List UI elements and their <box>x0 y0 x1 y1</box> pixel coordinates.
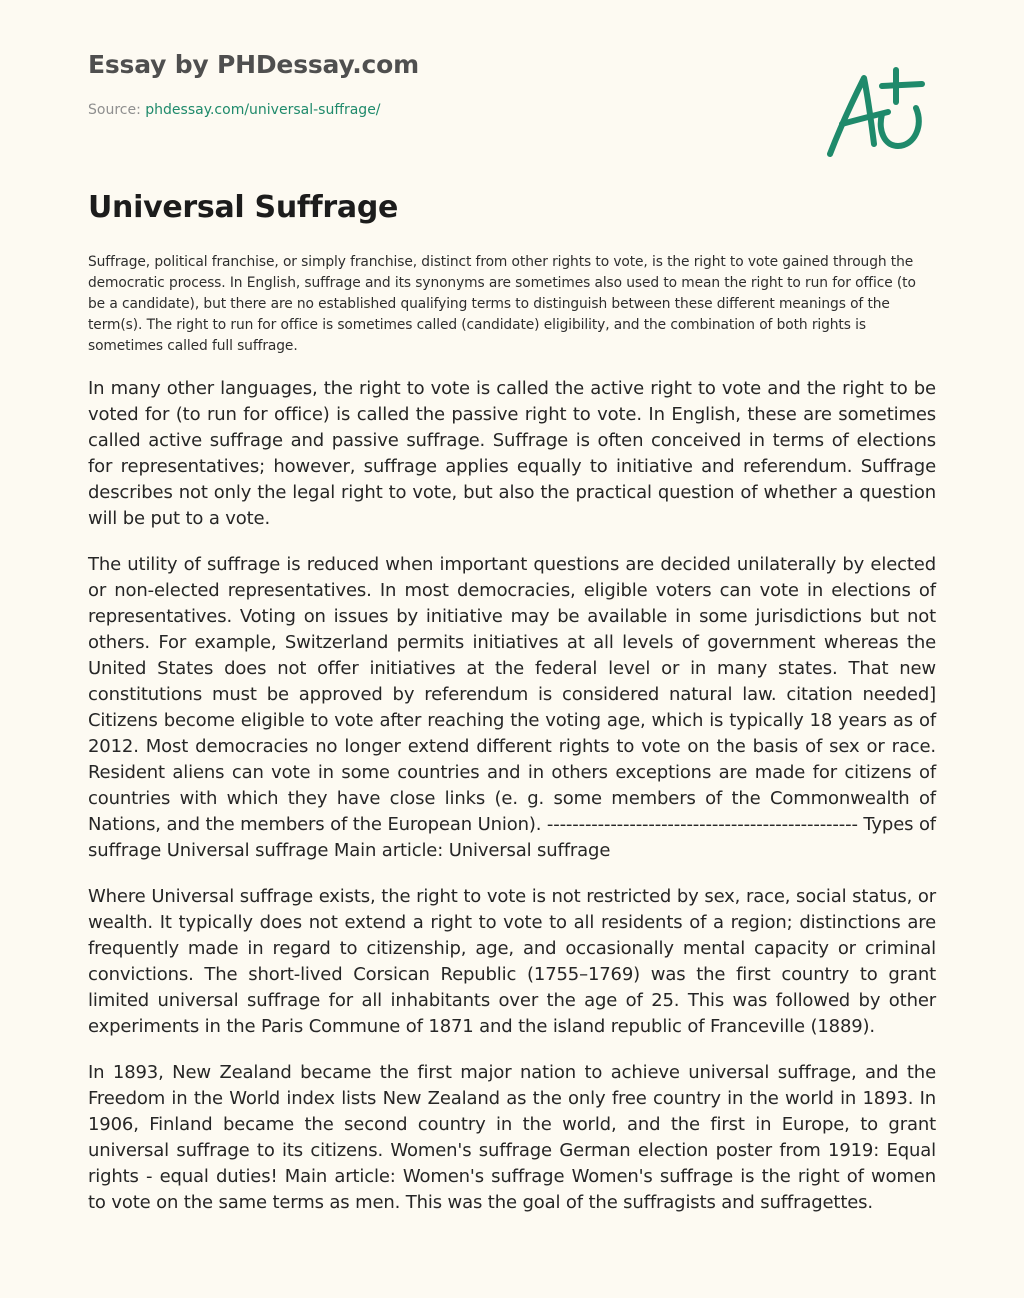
essay-paragraph: The utility of suffrage is reduced when important questions are decided unilaterally by elected or non-elected representatives. In most democracies, eligible voters can vote in elections of representatives. Voting on issues by initiative may be available in some jurisdictions but not others. For example, Switzerland permits initiatives at all levels of government whereas the United States does not offer initiatives at the federal level or in many states. That new constitutions must be approved by referendum is considered natural law. citation needed] Citizens become eligible to vote after reaching the voting age, which is typically 18 years as of 2012. Most democracies no longer extend different rights to vote on the basis of sex or race. Resident aliens can vote in some countries and in others exceptions are made for citizens of countries with which they have close links (e. g. some members of the Commonwealth of Nations, and the members of the European Union). ------------------------------------------------- Types of suffrage Universal suffrage Main article: Universal suffrage <box>88 554 936 861</box>
essay-title: Universal Suffrage <box>88 190 399 225</box>
source-line <box>88 102 381 118</box>
source-label: Source: <box>88 102 141 118</box>
a-plus-grade-logo-icon <box>822 62 930 162</box>
essay-body <box>88 376 936 1236</box>
essay-paragraph: Where Universal suffrage exists, the right to vote is not restricted by sex, race, social status, or wealth. It typically does not extend a right to vote to all residents of a region; distinctions are frequently made in regard to citizenship, age, and occasionally mental capacity or criminal convictions. The short-lived Corsican Republic (1755–1769) was the first country to grant limited universal suffrage for all inhabitants over the age of 25. This was followed by other experiments in the Paris Commune of 1871 and the island republic of Franceville (1889). <box>88 886 936 1037</box>
essay-paragraph: In 1893, New Zealand became the first major nation to achieve universal suffrage, and the Freedom in the World index lists New Zealand as the only free country in the world in 1893. In 1906, Finland became the second country in the world, and the first in Europe, to grant universal suffrage to its citizens. Women's suffrage German election poster from 1919: Equal rights - equal duties! Main article: Women's suffrage Women's suffrage is the right of women to vote on the same terms as men. This was the goal of the suffragists and suffragettes. <box>88 1062 936 1213</box>
essay-intro: Suffrage, political franchise, or simply franchise, distinct from other rights to vote, is the right to vote gained through the democratic process. In English, suffrage and its synonyms are sometimes also used to mean the right to run for office (to be a candidate), but there are no established qualifying terms to distinguish between these different meanings of the term(s). The right to run for office is sometimes called (candidate) eligibility, and the combination of both rights is sometimes called full suffrage. <box>88 254 916 354</box>
essay-paragraph: In many other languages, the right to vote is called the active right to vote and the right to be voted for (to run for office) is called the passive right to vote. In English, these are sometimes called active suffrage and passive suffrage. Suffrage is often conceived in terms of elections for representatives; however, suffrage applies equally to initiative and referendum. Suffrage describes not only the legal right to vote, but also the practical question of whether a question will be put to a vote. <box>88 378 936 529</box>
source-link[interactable]: phdessay.com/universal-suffrage/ <box>145 102 381 118</box>
site-title: Essay by PHDessay.com <box>88 50 419 79</box>
